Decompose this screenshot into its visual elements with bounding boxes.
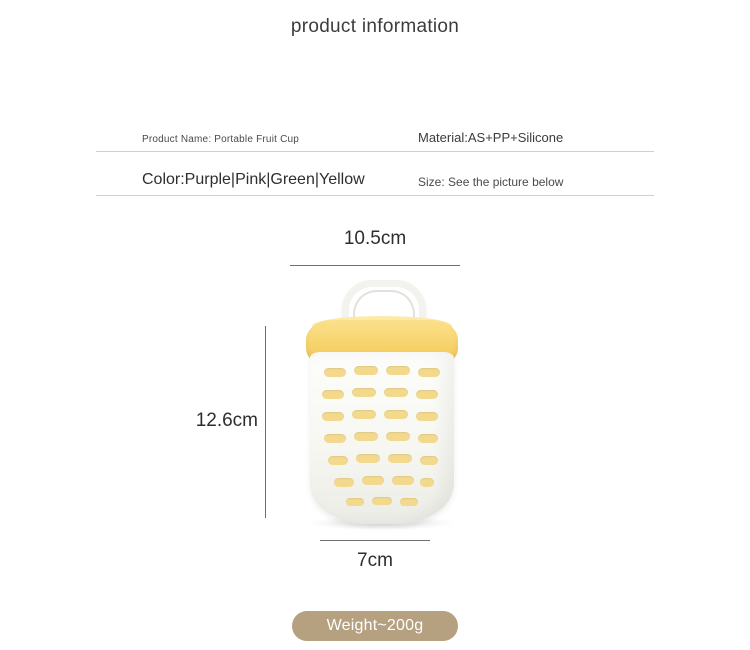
specification-table bbox=[96, 108, 654, 196]
table-row bbox=[96, 152, 654, 196]
top-dimension-line bbox=[290, 265, 460, 266]
fruit-basket-icon bbox=[296, 280, 468, 524]
color-label: Color:Purple|Pink|Green|Yellow bbox=[142, 171, 365, 188]
product-name-cell bbox=[96, 108, 386, 151]
size-cell bbox=[418, 152, 654, 195]
material-label: Material:AS+PP+Silicone bbox=[418, 130, 564, 145]
dimension-diagram bbox=[0, 228, 750, 588]
size-label: Size: See the picture below bbox=[418, 175, 564, 189]
page-title: product information bbox=[290, 16, 460, 37]
basket-body bbox=[310, 352, 454, 524]
bottom-dimension-label: 7cm bbox=[357, 550, 393, 571]
top-dimension-label: 10.5cm bbox=[343, 228, 407, 249]
bottom-dimension-line bbox=[320, 540, 430, 541]
basket-slots bbox=[310, 352, 454, 524]
product-name-label: Product Name: Portable Fruit Cup bbox=[142, 134, 300, 145]
height-dimension-line bbox=[265, 326, 266, 518]
weight-badge: Weight~200g bbox=[292, 611, 458, 641]
table-row bbox=[96, 108, 654, 152]
height-dimension-label: 12.6cm bbox=[195, 410, 258, 431]
color-cell bbox=[96, 152, 418, 195]
material-cell bbox=[386, 108, 654, 151]
